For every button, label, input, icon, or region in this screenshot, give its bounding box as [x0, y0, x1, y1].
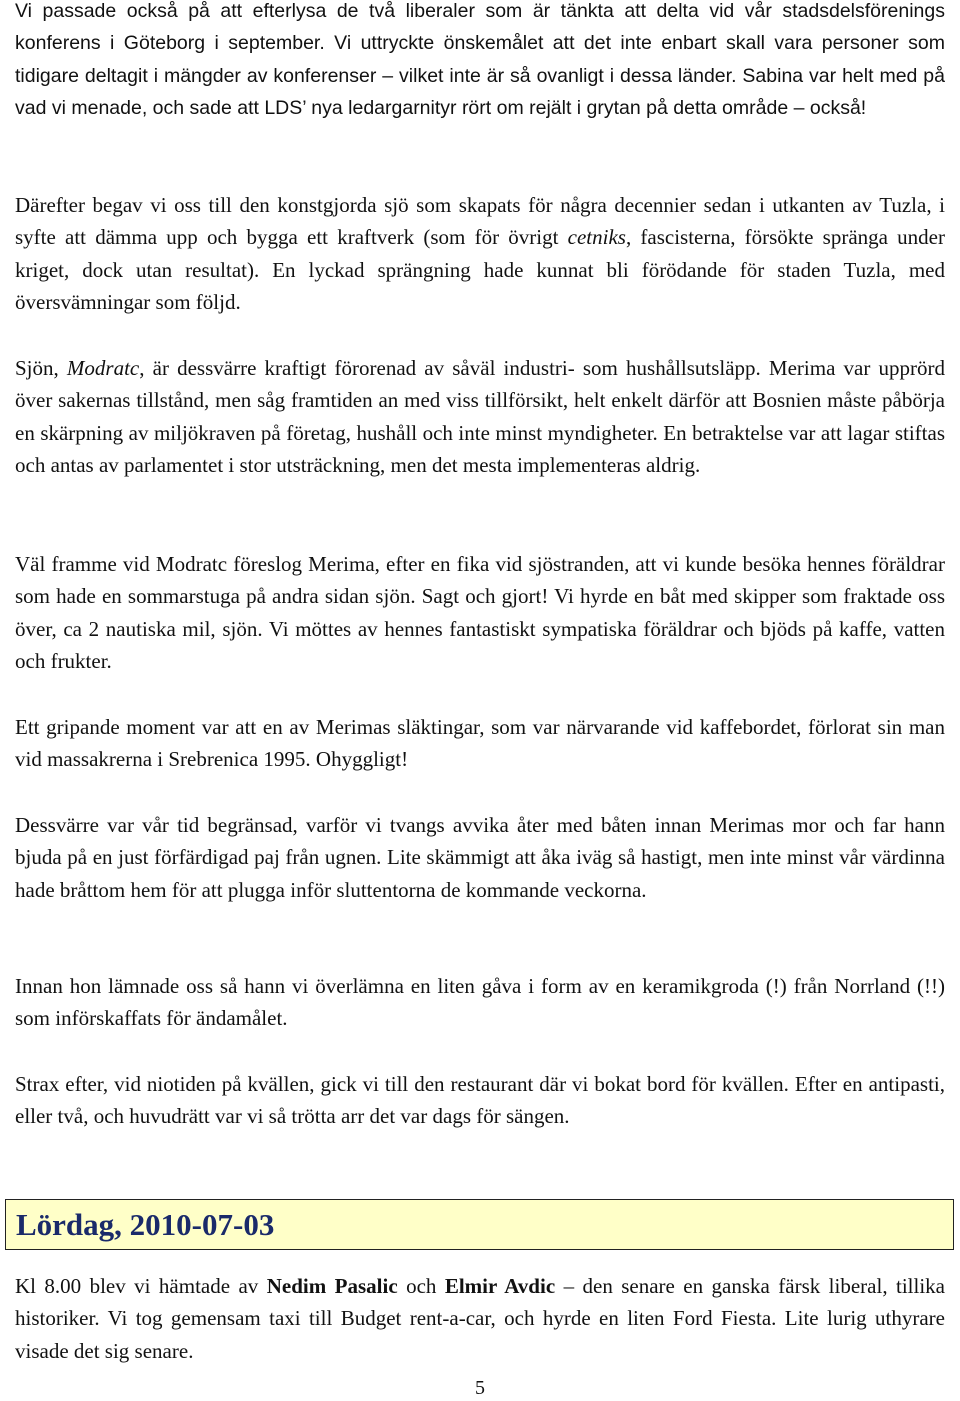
paragraph-8: [15, 1068, 945, 1133]
paragraph-9-text-c: och: [397, 1274, 445, 1298]
paragraph-5: [15, 711, 945, 776]
paragraph-7: [15, 970, 945, 1035]
paragraph-9-text-d: – den senare en ganska färsk liberal, tillika historiker. Vi tog gemensam taxi till Budget rent-a-car, och hyrde en liten Ford Fiesta. Lite lurig uthyrare visade det sig senare.: [15, 1274, 945, 1363]
paragraph-3-text-b: , är dessvärre kraftigt förorenad av såväl industri- som hushållsutsläpp. Merima var upprörd över sakernas tillstånd, men såg framtiden an med viss tillförsikt, helt enkelt därför att Bosnien måste påbörja en skärpning av miljökraven på företag, hushåll och inte minst myndigheter. En betraktelse var att lagar stiftas och antas av parlamentet i stor utsträckning, men det mesta implementeras aldrig.: [15, 356, 946, 478]
page-number: 5: [475, 1377, 485, 1399]
paragraph-6: [15, 809, 945, 906]
paragraph-8-text: Strax efter, vid niotiden på kvällen, gick vi till den restaurant där vi bokat bord för kvällen. Efter en antipasti, eller två, och huvudrätt var vi så trötta arr det var dags för sängen.: [15, 1072, 945, 1129]
paragraph-2-text-a: Därefter begav vi oss till den konstgjorda sjö som skapats för några decennier sedan i utkanten av Tuzla, i syfte att dämma upp och bygga ett kraftverk (som för övrigt: [15, 193, 945, 250]
paragraph-5-text: Ett gripande moment var att en av Merimas släktingar, som var närvarande vid kaffebordet, förlorat sin man vid massakrerna i Srebrenica 1995. Ohyggligt!: [15, 715, 945, 772]
paragraph-9-bold-name-1: Nedim Pasalic: [266, 1274, 398, 1298]
paragraph-9-bold-name-2: Elmir Avdic: [444, 1274, 556, 1298]
paragraph-4-text: Väl framme vid Modratc föreslog Merima, efter en fika vid sjöstranden, att vi kunde besöka hennes föräldrar som hade en sommarstuga på andra sidan sjön. Sagt och gjort! Vi hyrde en båt med skipper som fraktade oss över, ca 2 nautiska mil, sjön. Vi möttes av hennes fantastiskt sympatiska föräldrar och bjöds på kaffe, vatten och frukter.: [15, 552, 945, 674]
paragraph-9-text-a: Kl 8.00 blev vi hämtade av: [15, 1274, 267, 1298]
paragraph-2-text-b: , fascisterna, försökte spränga under kriget, dock utan resultat). En lyckad sprängning hade kunnat bli förödande för staden Tuzla, med översvämningar som följd.: [15, 225, 946, 315]
paragraph-3-text-a: Sjön,: [15, 356, 67, 380]
paragraph-4: [15, 548, 945, 678]
paragraph-6-text: Dessvärre var vår tid begränsad, varför vi tvangs avvika åter med båten innan Merimas mor och far hann bjuda på en just förfärdigad paj från ugnen. Lite skämmigt att åka iväg så hastigt, men inte minst vår värdinna hade bråttom hem för att plugga inför sluttentorna de kommande veckorna.: [15, 813, 945, 902]
section-heading: Lördag, 2010-07-03: [16, 1207, 275, 1242]
paragraph-9: [15, 1270, 945, 1367]
paragraph-3-italic: Modratc: [66, 356, 140, 380]
paragraph-7-text: Innan hon lämnade oss så hann vi överlämna en liten gåva i form av en keramikgroda (!) från Norrland (!!) som införskaffats för ändamålet.: [15, 974, 945, 1031]
paragraph-1: [15, 0, 945, 125]
section-heading-box: [5, 1199, 954, 1250]
paragraph-2: [15, 189, 945, 319]
paragraph-3: [15, 352, 945, 482]
paragraph-1-text: Vi passade också på att efterlysa de två liberaler som är tänkta att delta vid vår stadsdelsförenings konferens i Göteborg i september. Vi uttryckte önskemålet att det inte enbart skall vara personer som tidigare deltagit i mängder av konferenser – vilket inte är så ovanligt i dessa länder. Sabina var helt med på vad vi menade, och sade att LDS’ nya ledargarnityr rört om rejält i grytan på detta område – också!: [15, 0, 945, 120]
paragraph-2-italic: cetniks: [567, 225, 626, 250]
